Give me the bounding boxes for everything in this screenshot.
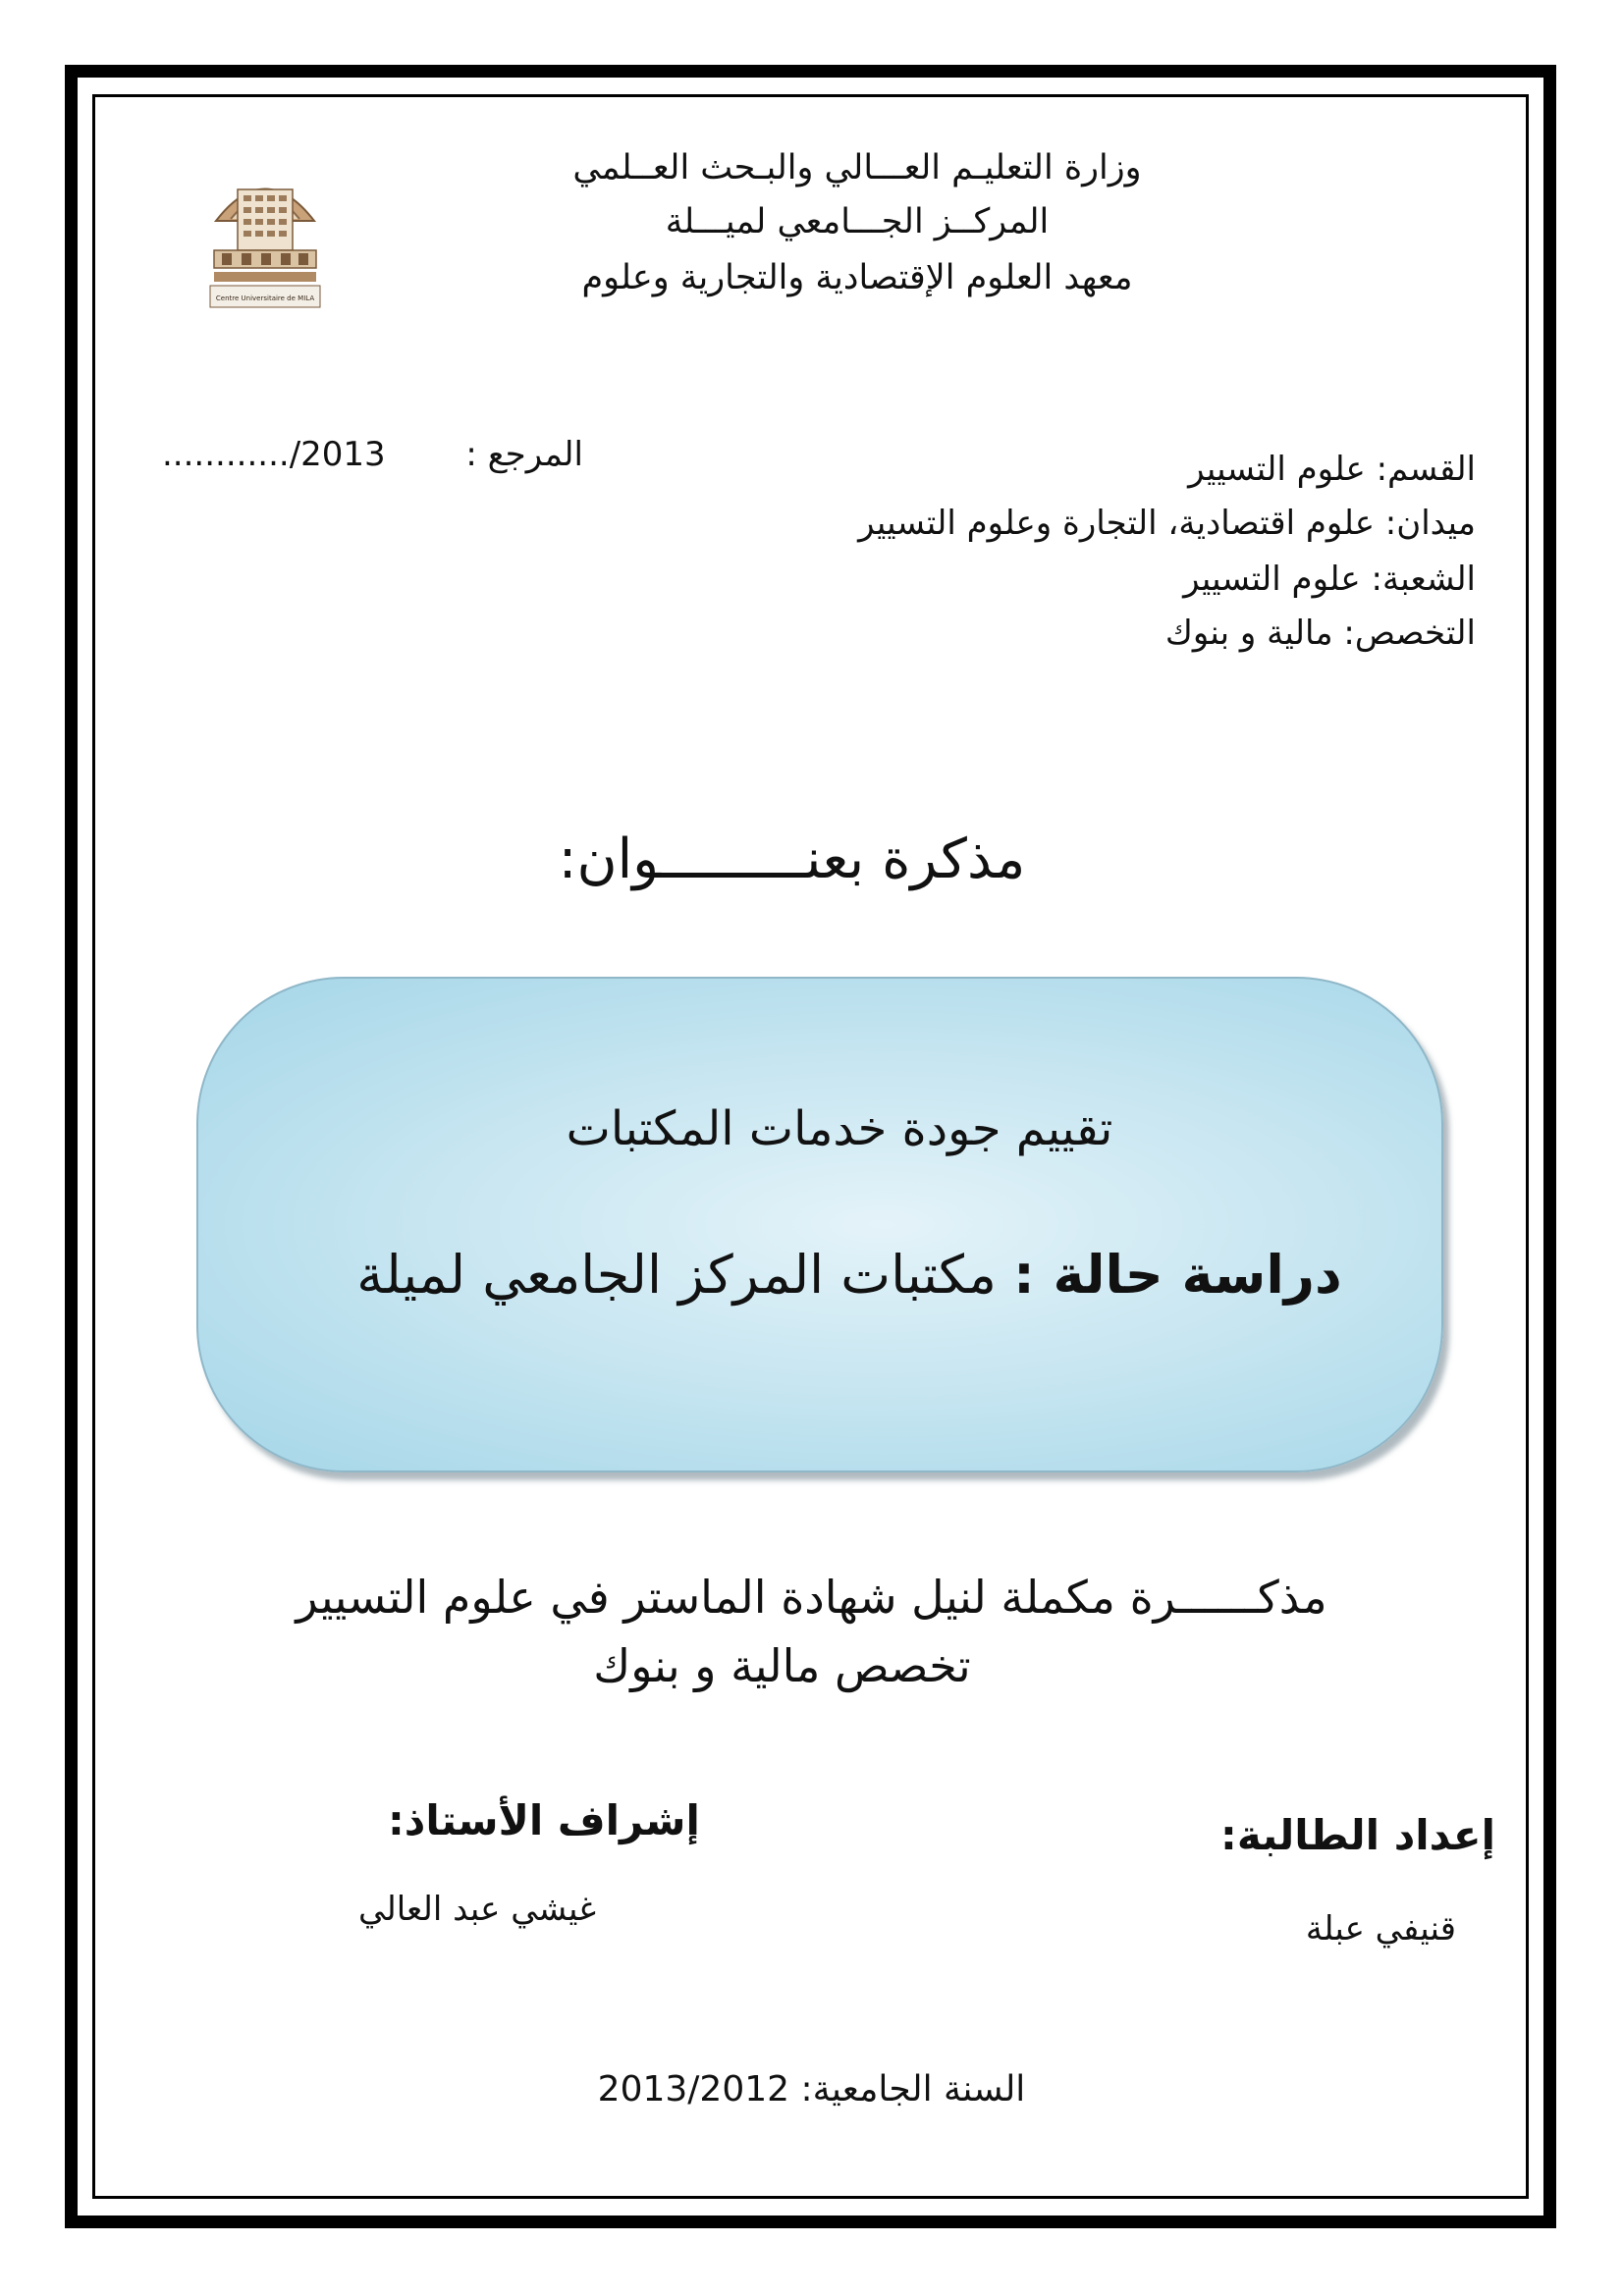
reference-number [162,435,583,474]
memo-heading: مذكرة بعنـــــــــوان: [558,828,1026,891]
supervisor-name: غيشي عبد العالي [358,1890,596,1929]
title-box [196,977,1443,1472]
center-name: المركــز الجـــامعي لميـــلة [665,202,1050,241]
student-name: قنيفي عبلة [1305,1909,1456,1949]
academic-year: السنة الجامعية: 2013/2012 [597,2069,1026,2109]
department-line: القسم: علوم التسيير [1188,450,1476,489]
institute-name: معهد العلوم الإقتصادية والتجارية وعلوم [581,258,1133,297]
supervisor-label: إشراف الأستاذ: [388,1796,700,1844]
thesis-title: تقييم جودة خدمات المكتبات [566,1101,1113,1156]
reference-value: ............/2013 [162,435,386,474]
student-label: إعداد الطالبة: [1220,1811,1495,1859]
degree-description: مذكــــــرة مكملة لنيل شهادة الماستر في علوم التسيير [296,1571,1327,1624]
svg-text:Centre Universitaire de MILA: Centre Universitaire de MILA [215,294,315,302]
specialty-line: التخصص: مالية و بنوك [1164,614,1476,653]
case-study-label: دراسة حالة : [1013,1244,1342,1306]
branch-line: الشعبة: علوم التسيير [1183,560,1476,599]
case-study-text: مكتبات المركز الجامعي لميلة [356,1244,997,1306]
degree-specialty: تخصص مالية و بنوك [593,1639,971,1692]
case-study-line [198,1244,1441,1306]
university-logo [196,162,334,314]
logo-building-icon [196,162,334,314]
ministry-name: وزارة التعليـم العـــالي والبـحث العــلمي [572,148,1142,187]
field-line: ميدان: علوم اقتصادية، التجارة وعلوم التسيير [858,504,1476,543]
reference-label: المرجع : [465,435,583,474]
